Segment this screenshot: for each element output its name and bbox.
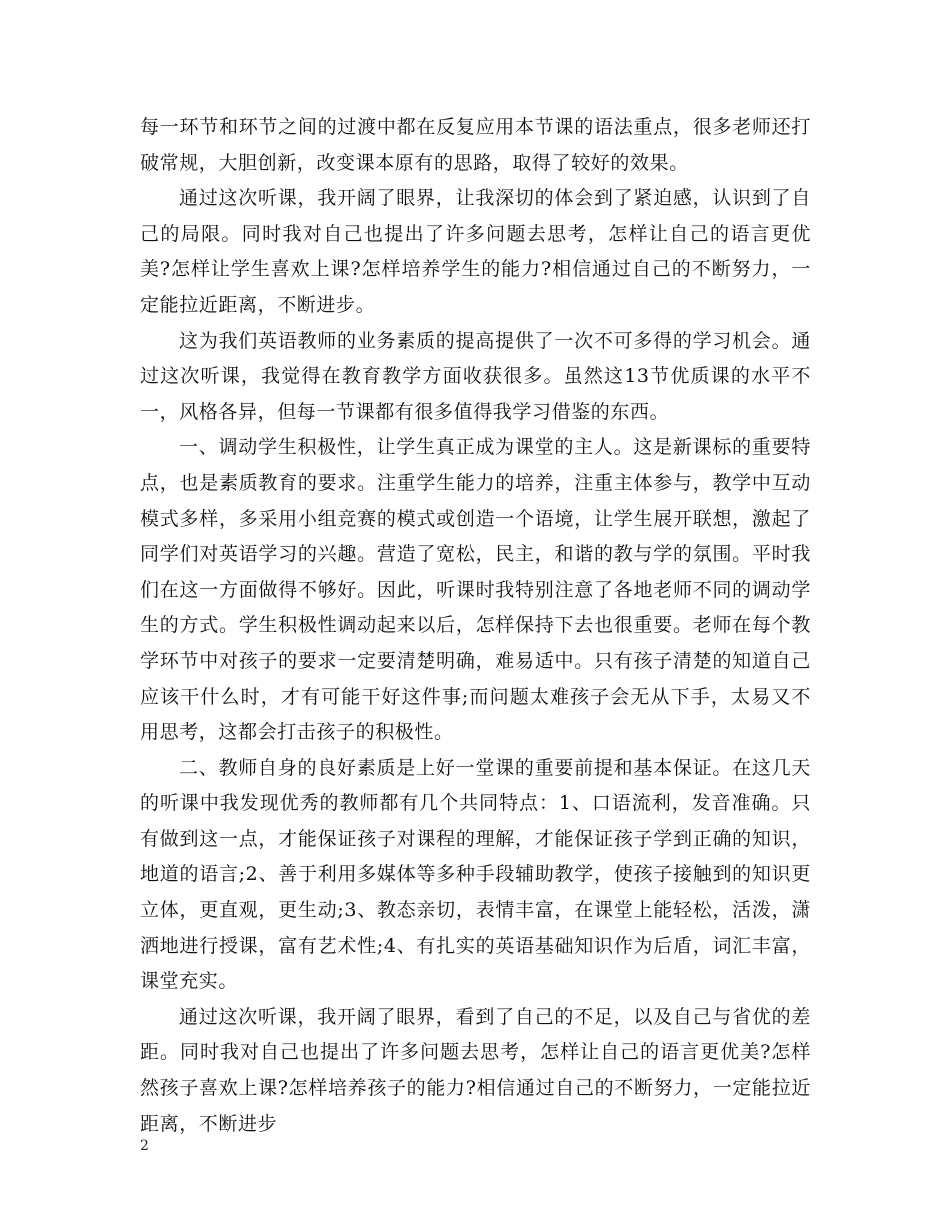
paragraph: 一、调动学生积极性，让学生真正成为课堂的主人。这是新课标的重要特点，也是素质教育的要求。注重学生能力的培养，注重主体参与，教学中互动模式多样，多采用小组竞赛的模式或创造一个语境，让学生展开联想，激起了同学们对英语学习的兴趣。营造了宽松，民主，和谐的教与学的氛围。平时我们在这一方面做得不够好。因此，听课时我特别注意了各地老师不同的调动学生的方式。学生积极性调动起来以后，怎样保持下去也很重要。老师在每个教学环节中对孩子的要求一定要清楚明确，难易适中。只有孩子清楚的知道自己应该干什么时，才有可能干好这件事;而问题太难孩子会无从下手，太易又不用思考，这都会打击孩子的积极性。 <box>140 436 811 744</box>
paragraph: 这为我们英语教师的业务素质的提高提供了一次不可多得的学习机会。通过这次听课，我觉得在教育教学方面收获很多。虽然这13节优质课的水平不一，风格各异，但每一节课都有很多值得我学习借鉴的东西。 <box>140 329 811 423</box>
paragraph-continuation: 每一环节和环节之间的过渡中都在反复应用本节课的语法重点，很多老师还打破常规，大胆创新，改变课本原有的思路，取得了较好的效果。 <box>140 116 811 174</box>
paragraph: 通过这次听课，我开阔了眼界，看到了自己的不足，以及自己与省优的差距。同时我对自己也提出了许多问题去思考，怎样让自己的语言更优美?怎样然孩子喜欢上课?怎样培养孩子的能力?相信通过自己的不断努力，一定能拉近距离，不断进步 <box>140 1005 811 1135</box>
paragraph: 通过这次听课，我开阔了眼界，让我深切的体会到了紧迫感，认识到了自己的局限。同时我对自己也提出了许多问题去思考，怎样让自己的语言更优美?怎样让学生喜欢上课?怎样培养学生的能力?相信通过自己的不断努力，一定能拉近距离，不断进步。 <box>140 187 811 316</box>
document-body <box>140 110 811 1142</box>
page-number: 2 <box>140 1138 149 1154</box>
paragraph: 二、教师自身的良好素质是上好一堂课的重要前提和基本保证。在这几天的听课中我发现优秀的教师都有几个共同特点：1、口语流利，发音准确。只有做到这一点，才能保证孩子对课程的理解，才能保证孩子学到正确的知识，地道的语言;2、善于利用多媒体等多种手段辅助教学，使孩子接触到的知识更立体，更直观，更生动;3、教态亲切，表情丰富，在课堂上能轻松，活泼，潇洒地进行授课，富有艺术性;4、有扎实的英语基础知识作为后盾，词汇丰富，课堂充实。 <box>140 756 811 993</box>
